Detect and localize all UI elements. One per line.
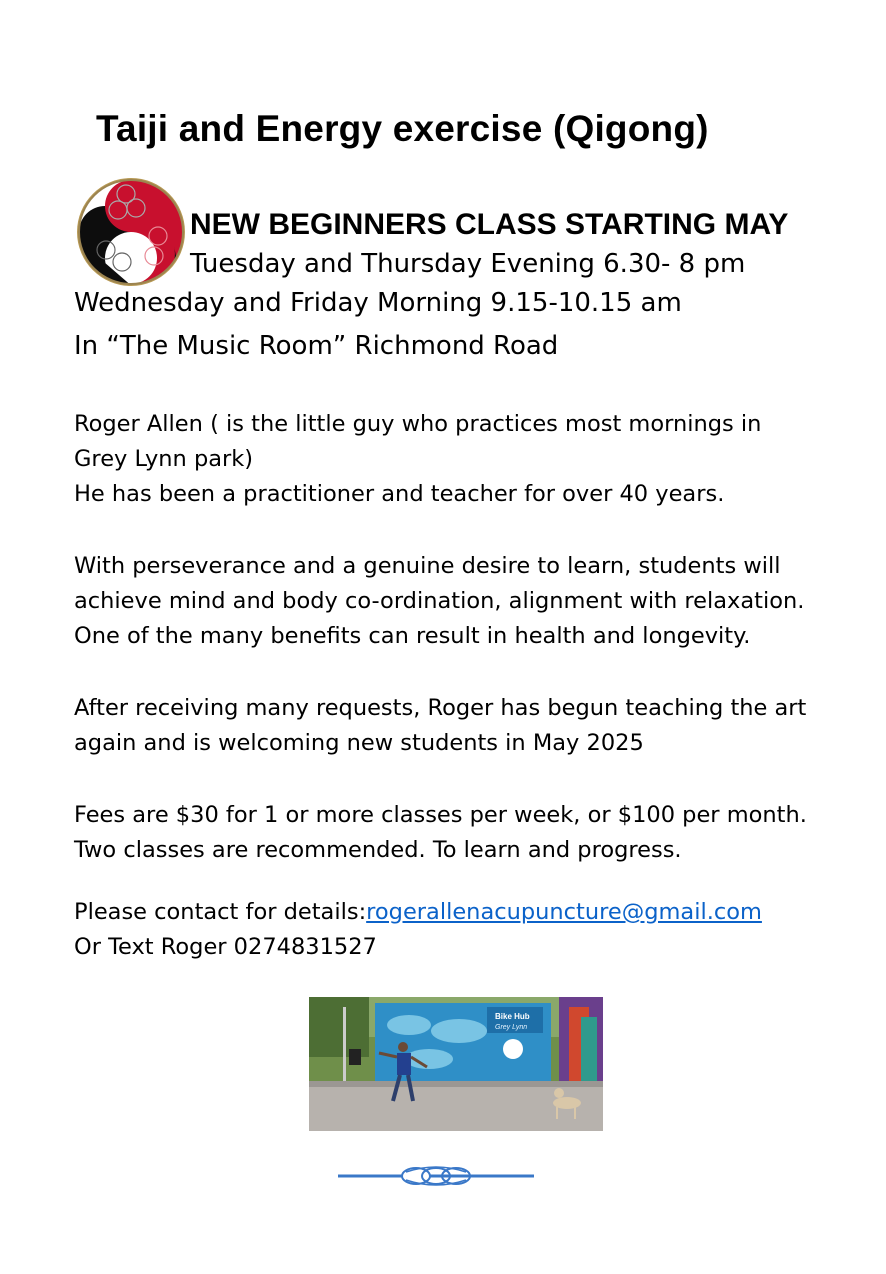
class-announcement: NEW BEGINNERS CLASS STARTING MAY (190, 208, 789, 241)
sign-subtitle: Grey Lynn (495, 1024, 528, 1031)
contact-prefix: Please contact for details: (74, 899, 367, 925)
about-paragraph (74, 407, 834, 512)
fees-paragraph (74, 798, 864, 868)
fees-line-2: Two classes are recommended. To learn and progress. (74, 837, 682, 863)
benefits-paragraph (74, 549, 834, 654)
page-title: Taiji and Energy exercise (Qigong) (96, 108, 709, 149)
park-photo (309, 997, 603, 1131)
benefits-line-3: One of the many benefits can result in health and longevity. (74, 623, 751, 649)
benefits-line-2: achieve mind and body co-ordination, alignment with relaxation. (74, 588, 805, 614)
sign-title: Bike Hub (495, 1012, 530, 1021)
taiji-logo-icon (74, 176, 188, 288)
fees-line-1: Fees are $30 for 1 or more classes per week, or $100 per month. (74, 802, 807, 828)
schedule-morning: Wednesday and Friday Morning 9.15-10.15 am (74, 288, 682, 318)
contact-paragraph (74, 895, 834, 965)
schedule-evening: Tuesday and Thursday Evening 6.30- 8 pm (190, 249, 746, 279)
about-line-1: Roger Allen ( is the little guy who practices most mornings in (74, 411, 762, 437)
contact-line (74, 895, 834, 930)
return-paragraph (74, 691, 834, 761)
return-line-1: After receiving many requests, Roger has begun teaching the art (74, 695, 807, 721)
benefits-line-1: With perseverance and a genuine desire to learn, students will (74, 553, 781, 579)
about-line-2: Grey Lynn park) (74, 446, 254, 472)
text-roger-line: Or Text Roger 0274831527 (74, 934, 377, 960)
about-line-3: He has been a practitioner and teacher for over 40 years. (74, 481, 725, 507)
knot-divider-icon (338, 1160, 534, 1192)
venue: In “The Music Room” Richmond Road (74, 331, 559, 361)
return-line-2: again and is welcoming new students in May 2025 (74, 730, 644, 756)
email-link[interactable]: rogerallenacupuncture@gmail.com (366, 899, 762, 925)
